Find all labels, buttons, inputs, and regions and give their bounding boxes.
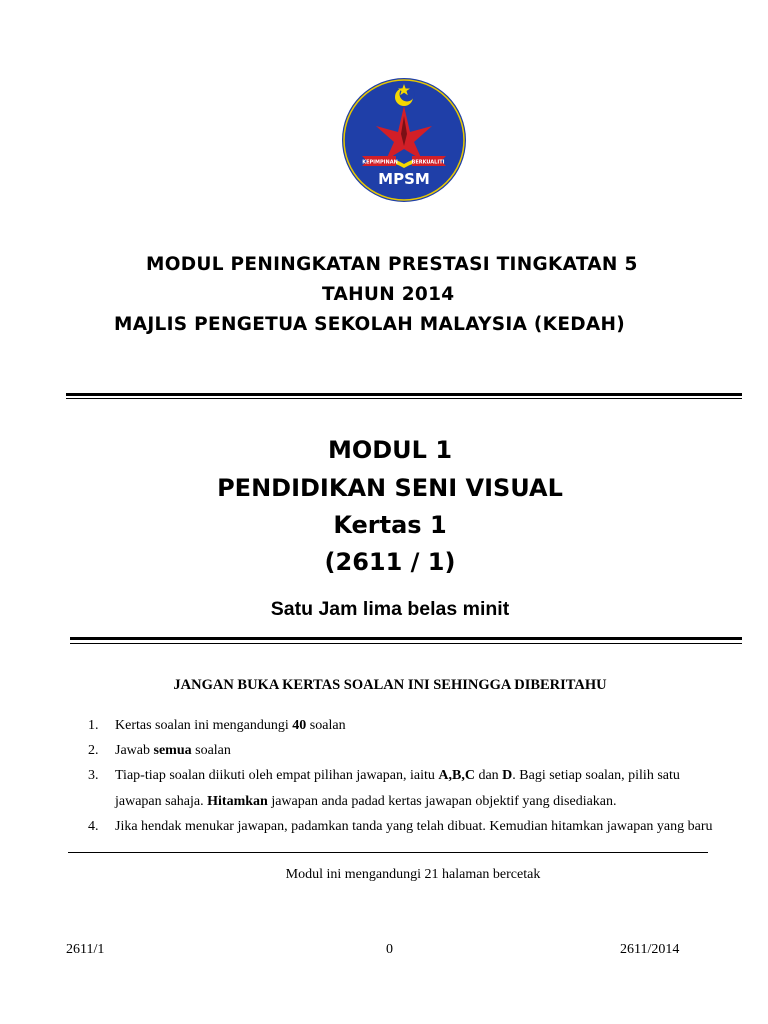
logo-banner-left: KEPIMPINAN bbox=[362, 159, 398, 166]
divider-bottom bbox=[68, 852, 708, 853]
instruction-text-part: jawapan sahaja. bbox=[115, 794, 208, 809]
instruction-text-part: Jawab bbox=[115, 743, 154, 758]
instruction-text-part: dan bbox=[474, 768, 503, 783]
instruction-text-bold: A,B,C bbox=[438, 768, 475, 783]
instruction-text-part: Jika hendak menukar jawapan, padamkan tanda yang telah dibuat. Kemudian hitamkan jawapan yang baru bbox=[115, 819, 713, 834]
paper-code: (2611 / 1) bbox=[324, 548, 456, 576]
instruction-number: 3. bbox=[88, 768, 99, 783]
instruction-text-part: Kertas soalan ini mengandungi bbox=[115, 718, 293, 733]
footer-left-code: 2611/1 bbox=[66, 942, 105, 957]
instruction-number: 4. bbox=[88, 819, 99, 834]
instruction-text bbox=[115, 743, 231, 759]
divider-top-thin bbox=[66, 398, 742, 399]
instruction-text-bold: semua bbox=[153, 743, 192, 758]
instruction-text-part: . Bagi setiap soalan, pilih satu bbox=[512, 768, 680, 783]
instruction-text-part: jawapan anda padad kertas jawapan objektif yang disediakan. bbox=[267, 794, 617, 809]
divider-middle-thick bbox=[70, 637, 742, 640]
subject-title: PENDIDIKAN SENI VISUAL bbox=[217, 474, 563, 502]
mpsm-emblem-icon bbox=[340, 76, 468, 204]
footer-right-code: 2611/2014 bbox=[620, 942, 680, 957]
header-line-3: MAJLIS PENGETUA SEKOLAH MALAYSIA (KEDAH) bbox=[114, 314, 626, 335]
instruction-text bbox=[115, 819, 713, 835]
module-title: MODUL 1 bbox=[327, 436, 453, 464]
instruction-text-bold: Hitamkan bbox=[207, 794, 268, 809]
instruction-text bbox=[115, 718, 346, 734]
instruction-number: 1. bbox=[88, 718, 99, 733]
logo-banner-right: BERKUALITI bbox=[411, 159, 445, 166]
logo-acronym: MPSM bbox=[378, 170, 430, 188]
instruction-text-part: Tiap-tiap soalan diikuti oleh empat pilihan jawapan, iaitu bbox=[115, 768, 439, 783]
warning-notice: JANGAN BUKA KERTAS SOALAN INI SEHINGGA DIBERITAHU bbox=[173, 677, 607, 693]
instruction-text-bold: 40 bbox=[292, 718, 307, 733]
divider-top-thick bbox=[66, 393, 742, 396]
header-line-2: TAHUN 2014 bbox=[322, 284, 455, 305]
instruction-text bbox=[115, 768, 680, 784]
instruction-text bbox=[115, 794, 617, 810]
divider-middle-thin bbox=[70, 643, 742, 644]
paper-number: Kertas 1 bbox=[333, 511, 447, 539]
instruction-text-part: soalan bbox=[306, 718, 346, 733]
instruction-text-part: soalan bbox=[191, 743, 231, 758]
instruction-text-bold: D bbox=[502, 768, 513, 783]
instruction-number: 2. bbox=[88, 743, 99, 758]
footer-page-number: 0 bbox=[386, 942, 393, 957]
mpsm-logo bbox=[340, 76, 468, 204]
exam-duration: Satu Jam lima belas minit bbox=[270, 598, 510, 620]
page-count-note: Modul ini mengandungi 21 halaman bercetak bbox=[285, 867, 541, 882]
header-line-1: MODUL PENINGKATAN PRESTASI TINGKATAN 5 bbox=[146, 254, 638, 275]
